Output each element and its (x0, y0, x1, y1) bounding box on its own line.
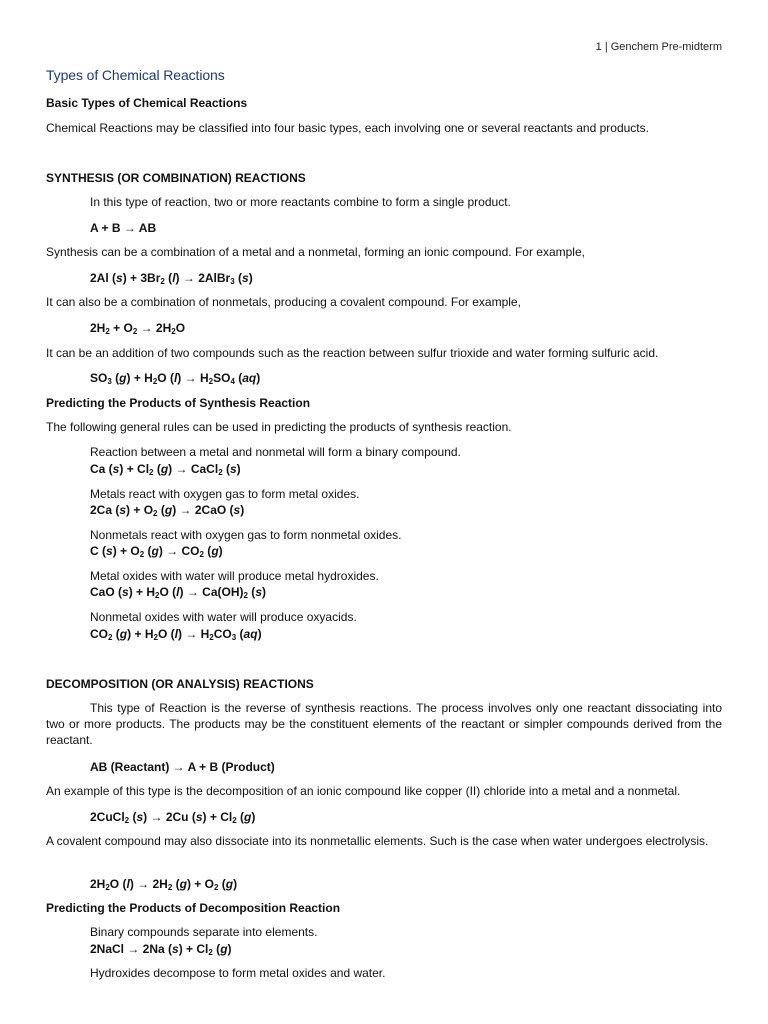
synthesis-rule-2-equation: 2Ca $(s) + O_2$ (g) → 2CaO (s) (90, 503, 245, 518)
section-subtitle: Basic Types of Chemical Reactions (46, 96, 248, 110)
synthesis-rule-4-text: Metal oxides with water will produce metal hydroxides. (90, 569, 379, 583)
decomposition-equation-1: 2CuCl$_2$ (s) → 2Cu $(s) + Cl_2$ (g) (90, 810, 256, 825)
synthesis-rule-1-text: Reaction between a metal and nonmetal will form a binary compound. (90, 445, 461, 459)
decomposition-rule-1-text: Binary compounds separate into elements. (90, 925, 318, 939)
page-header: 1 | Genchem Pre-midterm (595, 41, 722, 53)
synthesis-equation-3: $SO_3$ $(g) + H_2O$ $(l) \to H_2SO_4$ (aq) (90, 371, 261, 386)
synthesis-equation-2: $2H_2 + O_2 \to 2H_2O$ (90, 321, 186, 336)
synthesis-paragraph-1: Synthesis can be a combination of a metal and a nonmetal, forming an ionic compound. For example, (46, 245, 585, 259)
synthesis-rule-5-equation: $CO_2$ $(g) + H_2O$ $(l) \to H_2CO_3$ (aq) (90, 627, 262, 642)
decomposition-rule-2-text: Hydroxides decompose to form metal oxides and water. (90, 966, 386, 980)
synthesis-paragraph-2: It can also be a combination of nonmetals, producing a covalent compound. For example, (46, 295, 521, 309)
synthesis-rule-2-text: Metals react with oxygen gas to form metal oxides. (90, 487, 360, 501)
synthesis-rule-5-text: Nonmetal oxides with water will produce oxyacids. (90, 610, 357, 624)
synthesis-heading: SYNTHESIS (OR COMBINATION) REACTIONS (46, 171, 306, 185)
decomposition-heading: DECOMPOSITION (OR ANALYSIS) REACTIONS (46, 677, 314, 691)
intro-paragraph: Chemical Reactions may be classified into four basic types, each involving one or several reactants and products. (46, 121, 649, 135)
synthesis-paragraph-3: It can be an addition of two compounds such as the reaction between sulfur trioxide and water forming sulfuric acid. (46, 346, 659, 360)
decomposition-rule-1-equation: 2NaCl → 2Na $(s) + Cl_2$ (g) (90, 942, 232, 957)
decomposition-description: This type of Reaction is the reverse of synthesis reactions. The process involves only one reactant dissociating into two or more products. The products may be the constituent elements of the reactant or simpler compounds derived from the reactant. (46, 701, 722, 747)
decomposition-equation-2: $2H_2O$ $(l) \to 2H_2$ $(g) + O_2$ (g) (90, 877, 238, 892)
synthesis-rule-3-text: Nonmetals react with oxygen gas to form nonmetal oxides. (90, 528, 402, 542)
decomposition-predict-heading: Predicting the Products of Decomposition Reaction (46, 901, 341, 915)
synthesis-predict-heading: Predicting the Products of Synthesis Reaction (46, 396, 311, 410)
synthesis-rule-4-equation: CaO $(s) + H_2O$ $(l) \to Ca(OH)_2$ (s) (90, 585, 266, 600)
synthesis-predict-intro: The following general rules can be used in predicting the products of synthesis reaction. (46, 420, 512, 434)
page-title: Types of Chemical Reactions (46, 67, 225, 83)
decomposition-general-equation: AB (Reactant) → A + B (Product) (90, 760, 275, 774)
synthesis-description: In this type of reaction, two or more reactants combine to form a single product. (90, 195, 511, 209)
synthesis-rule-3-equation: C $(s) + O_2$ $(g) \to CO_2$ (g) (90, 544, 223, 559)
decomposition-paragraph-2: A covalent compound may also dissociate into its nonmetallic elements. Such is the case when water undergoes electrolysis. (46, 834, 709, 848)
synthesis-rule-1-equation: Ca $(s) + Cl_2$ (g) → CaCl$_2$ (s) (90, 462, 241, 477)
synthesis-equation-1: 2Al $(s) + 3Br_2$ (l) → 2AlBr$_3$ (s) (90, 271, 253, 286)
decomposition-paragraph-1: An example of this type is the decomposition of an ionic compound like copper (II) chloride into a metal and a nonmetal. (46, 784, 681, 798)
synthesis-general-equation: A + B → AB (90, 221, 157, 235)
